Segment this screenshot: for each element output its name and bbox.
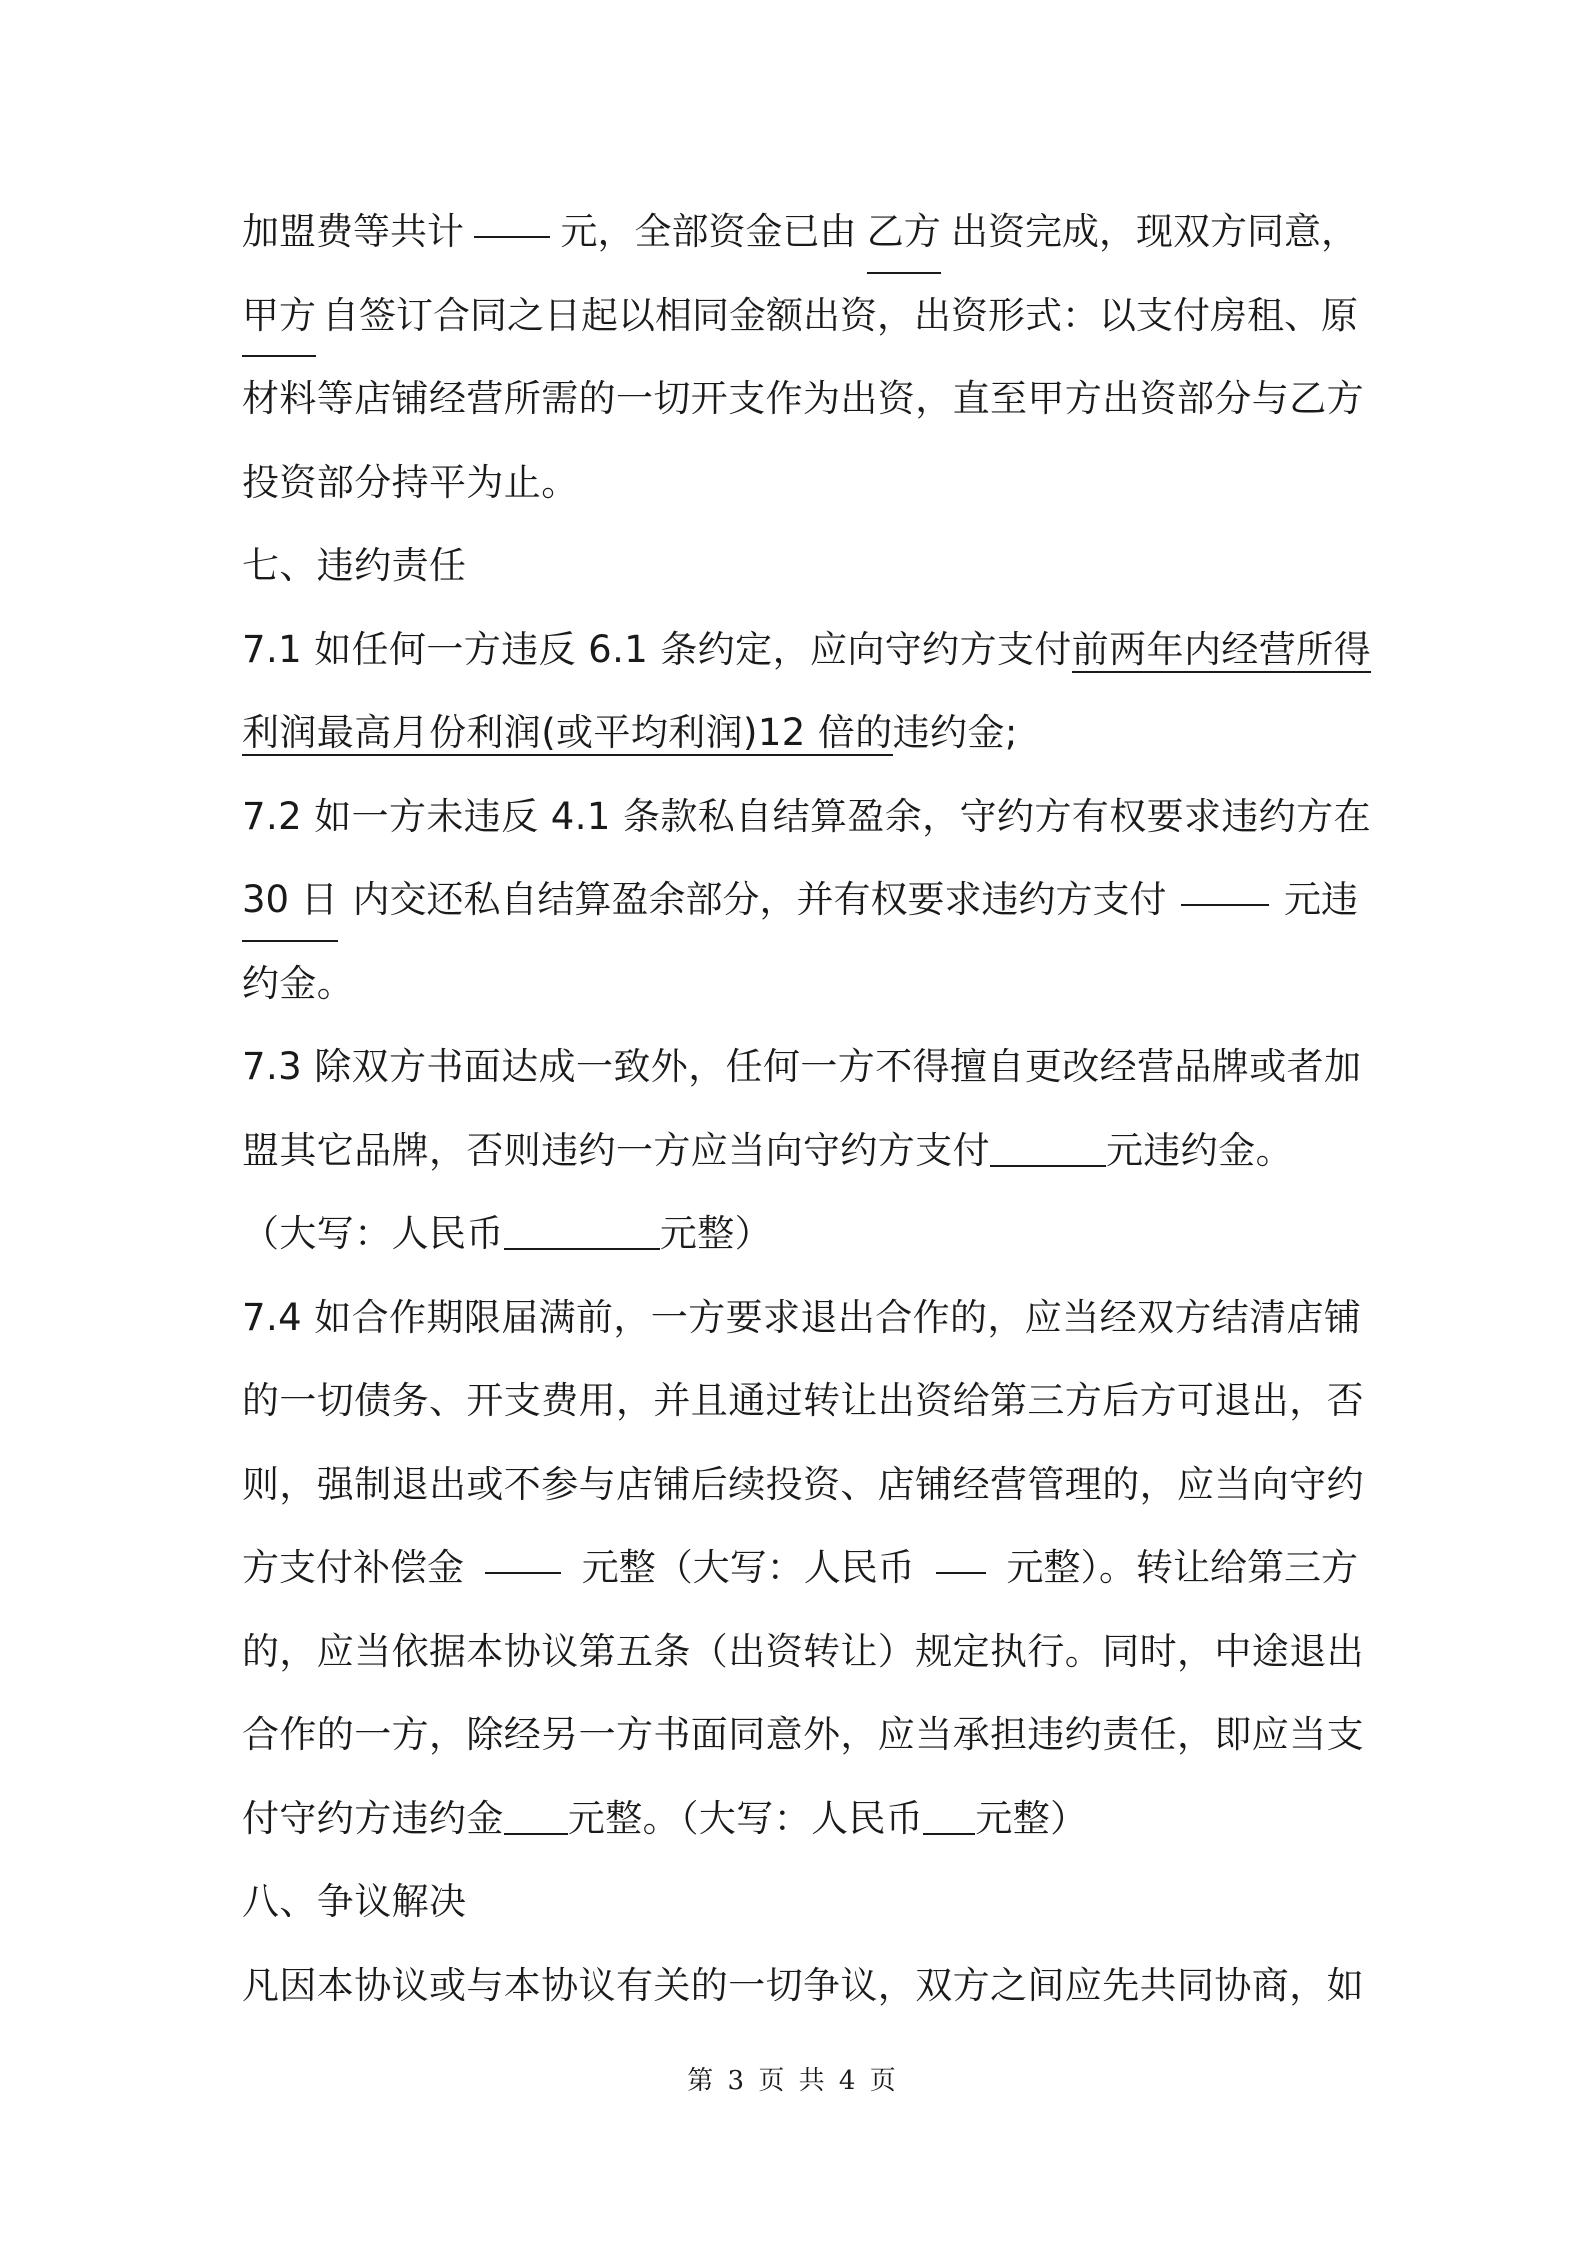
text-segment: 元整）。转让给第三方: [1006, 1546, 1358, 1589]
section-heading-7: 七、违约责任: [242, 544, 467, 587]
text-segment: 违约金;: [892, 711, 1018, 754]
text-segment: 方支付补偿金: [242, 1546, 464, 1589]
blank-amount-words: [936, 1526, 986, 1574]
text-line: 合作的一方，除经另一方书面同意外，应当承担违约责任，即应当支: [242, 1713, 1364, 1756]
underlined-party: 甲方: [242, 274, 316, 358]
page-number-footer: 第 3 页 共 4 页: [687, 2066, 899, 2096]
text-line: [242, 858, 1358, 942]
text-line: 则，强制退出或不参与店铺后续投资、店铺经营管理的，应当向守约: [242, 1462, 1364, 1506]
underlined-term: 利润最高月份利润(或平均利润)12 倍的: [242, 711, 893, 754]
clause-7-3: 7.3 除双方书面达成一致外，任何一方不得擅自更改经营品牌或者加: [242, 1045, 1362, 1088]
underlined-term: 前两年内经营所得: [1071, 627, 1371, 671]
text-segment: 加盟费等共计: [242, 210, 464, 253]
text-line: 约金。: [242, 961, 355, 1005]
text-line: 凡因本协议或与本协议有关的一切争议，双方之间应先共同协商，如: [242, 1963, 1364, 2007]
text-segment: 7.1 如任何一方违反 6.1 条约定，应向守约方支付: [242, 627, 1072, 671]
text-segment: 出资完成，现双方同意，: [951, 210, 1358, 253]
clause-7-1: [242, 608, 1371, 692]
text-line: [242, 1192, 1358, 1276]
text-line: [242, 274, 1358, 358]
text-line: [242, 1777, 1358, 1861]
text-segment: 元违: [1284, 878, 1358, 921]
clause-7-4: 7.4 如合作期限届满前，一方要求退出合作的，应当经双方结清店铺: [242, 1295, 1362, 1339]
underlined-term: 30 日: [242, 858, 338, 942]
blank-amount: [504, 1787, 568, 1835]
clause-7-2: 7.2 如一方未违反 4.1 条款私自结算盈余，守约方有权要求违约方在: [242, 794, 1371, 838]
text-segment: 元整。（大写：人民币: [567, 1796, 924, 1840]
text-line: [242, 691, 1358, 775]
underlined-party: 乙方: [867, 190, 941, 274]
blank-amount-words: [504, 1202, 660, 1250]
blank-amount: [990, 1119, 1106, 1167]
text-segment: 盟其它品牌，否则违约一方应当向守约方支付: [242, 1128, 990, 1172]
text-segment: 元整（大写：人民币: [581, 1546, 915, 1589]
text-line: 的，应当依据本协议第五条（出资转让）规定执行。同时，中途退出: [242, 1629, 1364, 1673]
text-line: 投资部分持平为止。: [242, 460, 579, 504]
document-body: [242, 190, 1371, 2027]
text-segment: 元违约金。: [1106, 1128, 1293, 1172]
blank-amount: [1181, 858, 1269, 906]
text-segment: （大写：人民币: [242, 1212, 504, 1255]
text-segment: 内交还私自结算盈余部分，并有权要求违约方支付: [352, 878, 1167, 921]
text-segment: 元，全部资金已由: [560, 210, 857, 253]
text-line: [242, 1526, 1358, 1610]
blank-amount: [474, 190, 550, 238]
text-segment: 元整）: [659, 1212, 773, 1255]
blank-amount-words: [923, 1787, 975, 1835]
blank-amount: [485, 1526, 561, 1574]
text-segment: 元整）: [975, 1796, 1088, 1840]
text-segment: 付守约方违约金: [242, 1796, 504, 1840]
section-heading-8: 八、争议解决: [242, 1880, 467, 1923]
text-line: 的一切债务、开支费用，并且通过转让出资给第三方后方可退出，否: [242, 1379, 1364, 1422]
text-line: [242, 1109, 1358, 1193]
text-line: [242, 190, 1358, 274]
text-line: 材料等店铺经营所需的一切开支作为出资，直至甲方出资部分与乙方: [242, 377, 1364, 420]
text-segment: 自签订合同之日起以相同金额出资，出资形式：以支付房租、原: [322, 293, 1358, 337]
